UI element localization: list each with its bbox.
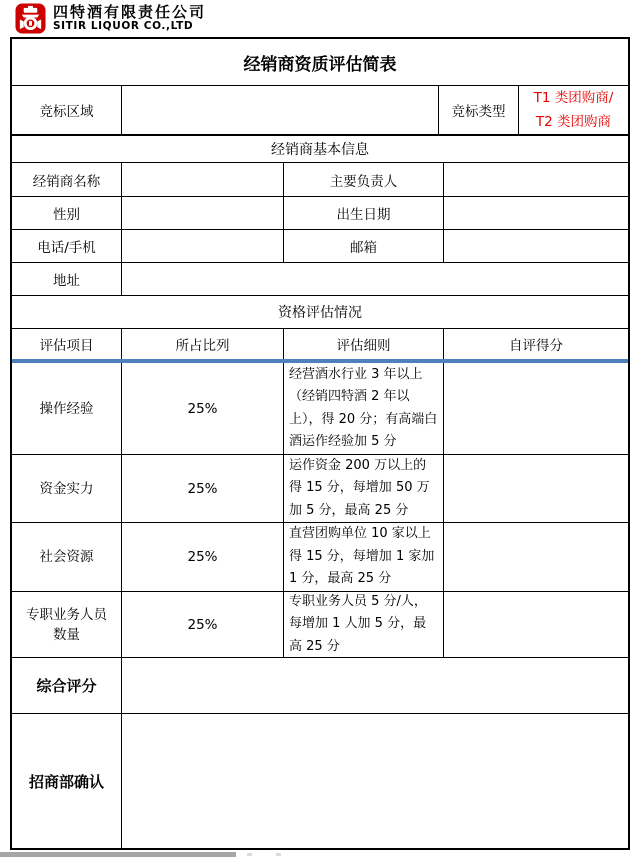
address-input[interactable] bbox=[122, 263, 628, 295]
bid-type-label: 竞标类型 bbox=[439, 86, 519, 134]
eval-item-staff: 专职业务人员数量 bbox=[12, 592, 122, 657]
col-criteria-header: 评估细则 bbox=[284, 329, 444, 359]
evaluation-columns-row bbox=[12, 329, 628, 363]
gender-input[interactable] bbox=[122, 197, 284, 229]
eval-score-social-input[interactable] bbox=[444, 523, 628, 591]
evaluation-row bbox=[12, 592, 628, 658]
scrollbar-thumb[interactable] bbox=[0, 852, 236, 857]
form-title: 经销商资质评估简表 bbox=[243, 54, 397, 75]
eval-item-experience: 操作经验 bbox=[12, 363, 122, 454]
form-title-row bbox=[12, 39, 628, 86]
horizontal-scrollbar[interactable] bbox=[0, 851, 635, 858]
eval-criteria-text: 直营团购单位 10 家以上得 15 分，每增加 1 家加 1 分，最高 25 分 bbox=[289, 526, 435, 587]
eval-weight-staff: 25% bbox=[122, 592, 284, 657]
confirmation-label: 招商部确认 bbox=[12, 714, 122, 848]
eval-criteria-capital bbox=[284, 455, 444, 522]
scrollbar-tick bbox=[276, 853, 281, 856]
company-name-cn: 四特酒有限责任公司 bbox=[53, 3, 207, 22]
gender-label: 性别 bbox=[12, 197, 122, 229]
bid-type-value bbox=[519, 86, 628, 134]
scrollbar-tick bbox=[247, 853, 252, 856]
dealer-name-input[interactable] bbox=[122, 163, 284, 196]
eval-criteria-staff bbox=[284, 592, 444, 657]
eval-criteria-text: 专职业务人员 5 分/人，每增加 1 人加 5 分，最高 25 分 bbox=[289, 593, 427, 654]
bid-row bbox=[12, 86, 628, 136]
principal-input[interactable] bbox=[444, 163, 628, 196]
confirmation-input[interactable] bbox=[122, 714, 628, 848]
total-score-label: 综合评分 bbox=[12, 658, 122, 713]
total-score-row bbox=[12, 658, 628, 714]
evaluation-section-title: 资格评估情况 bbox=[278, 305, 362, 321]
birthdate-label: 出生日期 bbox=[284, 197, 444, 229]
eval-item-capital: 资金实力 bbox=[12, 455, 122, 522]
eval-criteria-text: 运作资金 200 万以上的得 15 分，每增加 50 万加 5 分，最高 25 分 bbox=[289, 457, 430, 518]
dealer-name-label: 经销商名称 bbox=[12, 163, 122, 196]
principal-label: 主要负责人 bbox=[284, 163, 444, 196]
evaluation-row bbox=[12, 523, 628, 592]
evaluation-section-header bbox=[12, 296, 628, 329]
eval-criteria-experience bbox=[284, 363, 444, 454]
col-weight-header: 所占比列 bbox=[122, 329, 284, 359]
confirmation-row bbox=[12, 714, 628, 848]
eval-score-capital-input[interactable] bbox=[444, 455, 628, 522]
company-logo-icon bbox=[15, 3, 46, 34]
address-row bbox=[12, 263, 628, 296]
basic-info-row bbox=[12, 230, 628, 263]
basic-info-row bbox=[12, 197, 628, 230]
evaluation-form-table bbox=[10, 37, 630, 850]
col-item-header: 评估项目 bbox=[12, 329, 122, 359]
company-logo bbox=[15, 3, 206, 34]
eval-score-staff-input[interactable] bbox=[444, 592, 628, 657]
eval-criteria-social bbox=[284, 523, 444, 591]
eval-weight-social: 25% bbox=[122, 523, 284, 591]
basic-info-section-header bbox=[12, 136, 628, 163]
company-name-en: SITIR LIQUOR CO.,LTD bbox=[53, 19, 194, 32]
bid-area-label: 竞标区域 bbox=[12, 86, 122, 134]
total-score-input[interactable] bbox=[122, 658, 628, 713]
email-input[interactable] bbox=[444, 230, 628, 262]
evaluation-row bbox=[12, 455, 628, 523]
eval-criteria-text: 经营酒水行业 3 年以上（经销四特酒 2 年以上），得 20 分；有高端白酒运作经验加 5 分 bbox=[289, 366, 438, 449]
eval-score-experience-input[interactable] bbox=[444, 363, 628, 454]
email-label: 邮箱 bbox=[284, 230, 444, 262]
basic-info-row bbox=[12, 163, 628, 197]
bid-type-value-line2: T2 类团购商 bbox=[535, 114, 612, 130]
address-label: 地址 bbox=[12, 263, 122, 295]
bid-type-value-line1: T1 类团购商/ bbox=[533, 90, 614, 106]
phone-label: 电话/手机 bbox=[12, 230, 122, 262]
eval-weight-capital: 25% bbox=[122, 455, 284, 522]
eval-weight-experience: 25% bbox=[122, 363, 284, 454]
evaluation-row bbox=[12, 363, 628, 455]
birthdate-input[interactable] bbox=[444, 197, 628, 229]
basic-info-section-title: 经销商基本信息 bbox=[271, 142, 369, 158]
bid-area-input[interactable] bbox=[122, 86, 439, 134]
eval-item-social: 社会资源 bbox=[12, 523, 122, 591]
col-score-header: 自评得分 bbox=[509, 338, 563, 354]
phone-input[interactable] bbox=[122, 230, 284, 262]
